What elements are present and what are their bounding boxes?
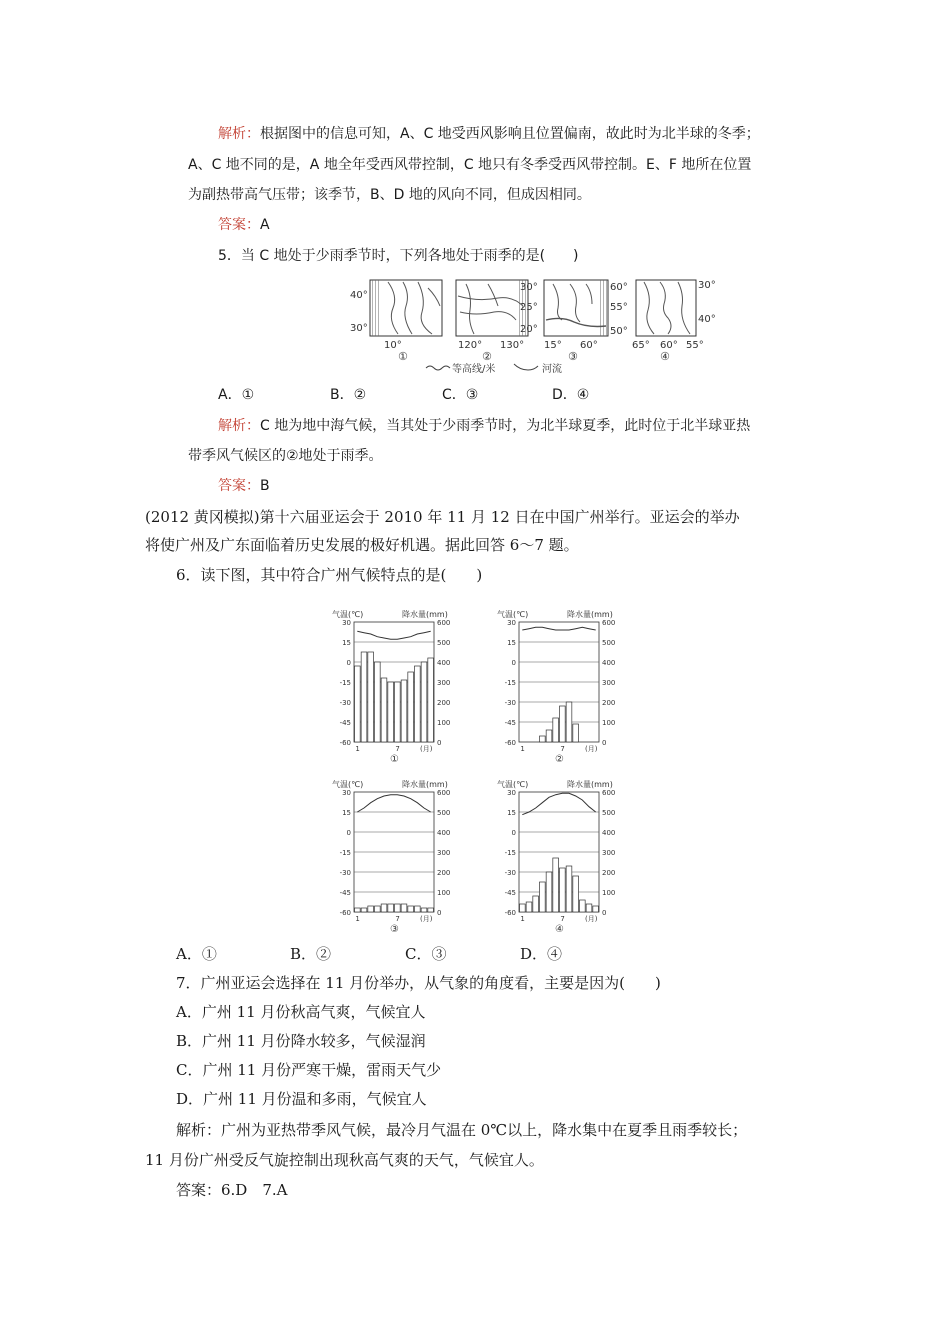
q6-option-d: D．④ xyxy=(520,945,563,963)
temp-axis-title: 气温(℃) xyxy=(497,610,529,619)
q7-analysis-line-1: 解析：广州为亚热带季风气候，最冷月气温在 0℃以上，降水集中在夏季且雨季较长； xyxy=(176,1121,748,1139)
temp-tick-label: -15 xyxy=(504,849,516,857)
q5-analysis-line-2: 带季风气候区的②地处于雨季。 xyxy=(188,448,383,464)
precip-tick-label: 200 xyxy=(437,869,451,877)
precip-axis-title: 降水量(mm) xyxy=(567,780,613,789)
contour-legend-icon xyxy=(426,366,450,370)
x-tick-label: 1 xyxy=(520,745,525,753)
temp-tick-label: 0 xyxy=(346,829,351,837)
precip-tick-label: 300 xyxy=(602,679,616,687)
temp-axis-title: 气温(℃) xyxy=(497,780,529,789)
precip-tick-label: 500 xyxy=(437,639,451,647)
q4-analysis-line-1 xyxy=(218,124,760,144)
temp-tick-label: 30 xyxy=(507,789,516,797)
map1-num: ① xyxy=(398,350,408,363)
precip-tick-label: 600 xyxy=(602,619,616,627)
chart-number: ③ xyxy=(390,924,399,935)
map3-lat-top: 30° xyxy=(520,282,538,293)
precip-bar xyxy=(560,706,566,742)
legend-contour: 等高线/米 xyxy=(452,364,496,375)
precip-bar xyxy=(381,678,387,742)
q4-analysis-text-1: 根据图中的信息可知，A、C 地受西风影响且位置偏南，故此时为北半球的冬季； xyxy=(260,126,760,142)
q6-option-a: A．① xyxy=(176,945,217,963)
map4-lat1: 60° xyxy=(610,282,628,293)
precip-bar xyxy=(533,896,539,912)
climate-chart-4 xyxy=(497,779,615,935)
map-4 xyxy=(610,280,716,363)
map-2 xyxy=(456,280,528,363)
q7-option-c: C．广州 11 月份严寒干燥，雷雨天气少 xyxy=(176,1061,442,1079)
climate-chart-2 xyxy=(497,609,615,765)
map4-lat4: 30° xyxy=(698,280,716,291)
temp-tick-label: -60 xyxy=(339,909,351,917)
map2-lon1: 120° xyxy=(458,340,483,351)
temp-axis-title: 气温(℃) xyxy=(332,610,364,619)
temp-tick-label: 0 xyxy=(511,829,516,837)
precip-bar xyxy=(408,672,414,742)
q5-answer xyxy=(218,476,270,496)
precip-tick-label: 100 xyxy=(602,889,616,897)
q5-option-d: D．④ xyxy=(552,387,590,403)
climate-chart-1 xyxy=(332,609,450,765)
precip-tick-label: 400 xyxy=(437,659,451,667)
temp-tick-label: -45 xyxy=(504,719,516,727)
precip-bar xyxy=(573,724,579,742)
q6-question: 6．读下图，其中符合广州气候特点的是( ) xyxy=(176,566,483,584)
temp-tick-label: -45 xyxy=(339,719,351,727)
q5-option-a: A．① xyxy=(218,387,255,403)
q5-analysis-line-1 xyxy=(218,416,750,436)
q6-option-b: B．② xyxy=(290,945,332,963)
q5-option-c: C．③ xyxy=(442,387,479,403)
temp-tick-label: 15 xyxy=(342,639,351,647)
precip-tick-label: 200 xyxy=(602,869,616,877)
map-1 xyxy=(350,280,442,363)
precip-axis-title: 降水量(mm) xyxy=(567,610,613,619)
x-unit-label: (月) xyxy=(585,915,598,923)
precip-bar xyxy=(355,908,361,912)
temp-axis-title: 气温(℃) xyxy=(332,780,364,789)
q5-maps-svg xyxy=(348,276,728,376)
precip-bar xyxy=(573,876,579,912)
x-unit-label: (月) xyxy=(420,745,433,753)
temp-tick-label: -15 xyxy=(504,679,516,687)
precip-bar xyxy=(566,866,572,912)
temp-tick-label: 15 xyxy=(507,639,516,647)
q4-analysis-line-3: 为副热带高气压带；该季节，B、D 地的风向不同，但成因相同。 xyxy=(188,187,591,203)
temp-tick-label: -45 xyxy=(339,889,351,897)
precip-tick-label: 100 xyxy=(437,889,451,897)
precip-bar xyxy=(553,718,559,742)
q4-answer xyxy=(218,215,270,235)
precip-bar xyxy=(395,904,401,912)
q4-answer-value: A xyxy=(260,217,270,233)
temp-tick-label: -45 xyxy=(504,889,516,897)
map3-lat-bot: 20° xyxy=(520,324,538,335)
x-tick-label: 7 xyxy=(395,745,400,753)
temp-tick-label: 30 xyxy=(507,619,516,627)
precip-bar xyxy=(428,658,434,742)
precip-bar xyxy=(540,736,546,742)
precip-bar xyxy=(381,904,387,912)
precip-bar xyxy=(593,906,599,912)
map-legend xyxy=(426,362,562,375)
x-tick-label: 1 xyxy=(520,915,525,923)
temperature-line xyxy=(522,627,595,630)
map2-lon2: 130° xyxy=(500,340,525,351)
temp-tick-label: 0 xyxy=(511,659,516,667)
q4-analysis-label: 解析： xyxy=(218,126,260,142)
map4-lon2: 60° xyxy=(660,340,678,351)
temp-tick-label: 15 xyxy=(342,809,351,817)
precip-bar xyxy=(586,904,592,912)
precip-bar xyxy=(395,682,401,742)
map1-lon: 10° xyxy=(384,340,402,351)
x-tick-label: 1 xyxy=(355,745,360,753)
q5-answer-label: 答案： xyxy=(218,478,260,494)
precip-bar xyxy=(375,906,381,912)
q4-answer-label: 答案： xyxy=(218,217,260,233)
precip-tick-label: 400 xyxy=(602,829,616,837)
precip-bar xyxy=(566,702,572,742)
q5-maps-figure xyxy=(348,276,728,380)
precip-bar xyxy=(560,868,566,912)
q7-question: 7．广州亚运会选择在 11 月份举办，从气象的角度看，主要是因为( ) xyxy=(176,974,661,992)
precip-tick-label: 300 xyxy=(602,849,616,857)
precip-bar xyxy=(401,680,407,742)
map4-lat5: 40° xyxy=(698,314,716,325)
precip-tick-label: 100 xyxy=(437,719,451,727)
precip-tick-label: 400 xyxy=(602,659,616,667)
temp-tick-label: -15 xyxy=(339,849,351,857)
precip-bar xyxy=(415,906,421,912)
map4-lat2: 55° xyxy=(610,302,628,313)
q4-analysis-line-2: A、C 地不同的是，A 地全年受西风带控制，C 地只有冬季受西风带控制。E、F 地所在位置 xyxy=(188,157,752,173)
temp-tick-label: -30 xyxy=(504,869,516,877)
x-unit-label: (月) xyxy=(585,745,598,753)
map4-num: ④ xyxy=(660,350,670,363)
precip-bar xyxy=(368,652,374,742)
temp-tick-label: -60 xyxy=(504,909,516,917)
map4-lat3: 50° xyxy=(610,326,628,337)
q6-charts-figure xyxy=(330,608,650,942)
temp-tick-label: 30 xyxy=(342,619,351,627)
precip-tick-label: 400 xyxy=(437,829,451,837)
precip-tick-label: 600 xyxy=(437,789,451,797)
precip-tick-label: 600 xyxy=(602,789,616,797)
chart-number: ② xyxy=(555,754,564,765)
temp-tick-label: 30 xyxy=(342,789,351,797)
q6-option-c: C．③ xyxy=(405,945,447,963)
precip-tick-label: 600 xyxy=(437,619,451,627)
map3-lon2: 60° xyxy=(580,340,598,351)
q5-analysis-text-1: C 地为地中海气候，当其处于少雨季节时，为北半球夏季，此时位于北半球亚热 xyxy=(260,418,751,434)
climate-chart-3 xyxy=(332,779,450,935)
x-tick-label: 7 xyxy=(560,915,565,923)
precip-tick-label: 200 xyxy=(437,699,451,707)
precip-tick-label: 500 xyxy=(437,809,451,817)
precip-tick-label: 0 xyxy=(437,739,442,747)
precip-bar xyxy=(375,662,381,742)
temp-tick-label: -60 xyxy=(504,739,516,747)
map-3 xyxy=(520,280,608,363)
x-tick-label: 7 xyxy=(560,745,565,753)
q6-charts-svg xyxy=(330,608,650,938)
q5-answer-value: B xyxy=(260,478,270,494)
q7-option-b: B．广州 11 月份降水较多，气候湿润 xyxy=(176,1032,426,1050)
precip-bar xyxy=(546,730,552,742)
map3-lon1: 15° xyxy=(544,340,562,351)
map3-num: ③ xyxy=(568,350,578,363)
precip-bar xyxy=(526,902,532,912)
map1-lat-bot: 30° xyxy=(350,323,368,334)
precip-bar xyxy=(355,666,361,742)
precip-tick-label: 200 xyxy=(602,699,616,707)
temp-tick-label: -60 xyxy=(339,739,351,747)
precip-bar xyxy=(361,908,367,912)
precip-bar xyxy=(361,652,367,742)
precip-axis-title: 降水量(mm) xyxy=(402,780,448,789)
map4-lon3: 55° xyxy=(686,340,704,351)
q7-analysis-line-2: 11 月份广州受反气旋控制出现秋高气爽的天气，气候宜人。 xyxy=(145,1151,544,1169)
map3-lat-mid: 25° xyxy=(520,302,538,313)
precip-axis-title: 降水量(mm) xyxy=(402,610,448,619)
chart-number: ① xyxy=(390,754,399,765)
precip-tick-label: 0 xyxy=(602,909,607,917)
temp-tick-label: 15 xyxy=(507,809,516,817)
precip-bar xyxy=(388,904,394,912)
precip-bar xyxy=(421,662,427,742)
precip-tick-label: 500 xyxy=(602,809,616,817)
precip-bar xyxy=(415,666,421,742)
precip-bar xyxy=(553,858,559,912)
temperature-line xyxy=(357,631,430,639)
precip-bar xyxy=(368,906,374,912)
river-legend-icon xyxy=(514,364,538,370)
precip-tick-label: 300 xyxy=(437,849,451,857)
chart-number: ④ xyxy=(555,924,564,935)
precip-tick-label: 300 xyxy=(437,679,451,687)
x-tick-label: 1 xyxy=(355,915,360,923)
x-tick-label: 7 xyxy=(395,915,400,923)
precip-tick-label: 0 xyxy=(602,739,607,747)
x-unit-label: (月) xyxy=(420,915,433,923)
temperature-line xyxy=(522,793,595,814)
q7-answer: 答案：6.D 7.A xyxy=(176,1181,288,1199)
legend-river: 河流 xyxy=(542,364,562,375)
q7-option-a: A．广州 11 月份秋高气爽，气候宜人 xyxy=(176,1003,426,1021)
precip-bar xyxy=(580,900,586,912)
temp-tick-label: 0 xyxy=(346,659,351,667)
precip-bar xyxy=(388,682,394,742)
intro-line-2: 将使广州及广东面临着历史发展的极好机遇。据此回答 6～7 题。 xyxy=(145,536,579,554)
map4-lon1: 65° xyxy=(632,340,650,351)
precip-bar xyxy=(520,904,526,912)
q5-question: 5．当 C 地处于少雨季节时，下列各地处于雨季的是( ) xyxy=(218,248,579,264)
precip-tick-label: 500 xyxy=(602,639,616,647)
precip-bar xyxy=(421,908,427,912)
intro-line-1: (2012 黄冈模拟)第十六届亚运会于 2010 年 11 月 12 日在中国广州举行。亚运会的举办 xyxy=(145,508,740,526)
temp-tick-label: -30 xyxy=(339,869,351,877)
precip-tick-label: 0 xyxy=(437,909,442,917)
precip-bar xyxy=(401,904,407,912)
map1-lat-top: 40° xyxy=(350,290,368,301)
q7-option-d: D．广州 11 月份温和多雨，气候宜人 xyxy=(176,1090,427,1108)
precip-bar xyxy=(546,872,552,912)
temp-tick-label: -30 xyxy=(504,699,516,707)
precip-bar xyxy=(408,906,414,912)
precip-bar xyxy=(540,882,546,912)
precip-tick-label: 100 xyxy=(602,719,616,727)
q5-option-b: B．② xyxy=(330,387,367,403)
temperature-line xyxy=(357,795,430,812)
q5-analysis-label: 解析： xyxy=(218,418,260,434)
temp-tick-label: -30 xyxy=(339,699,351,707)
precip-bar xyxy=(428,908,434,912)
map2-num: ② xyxy=(482,350,492,363)
temp-tick-label: -15 xyxy=(339,679,351,687)
